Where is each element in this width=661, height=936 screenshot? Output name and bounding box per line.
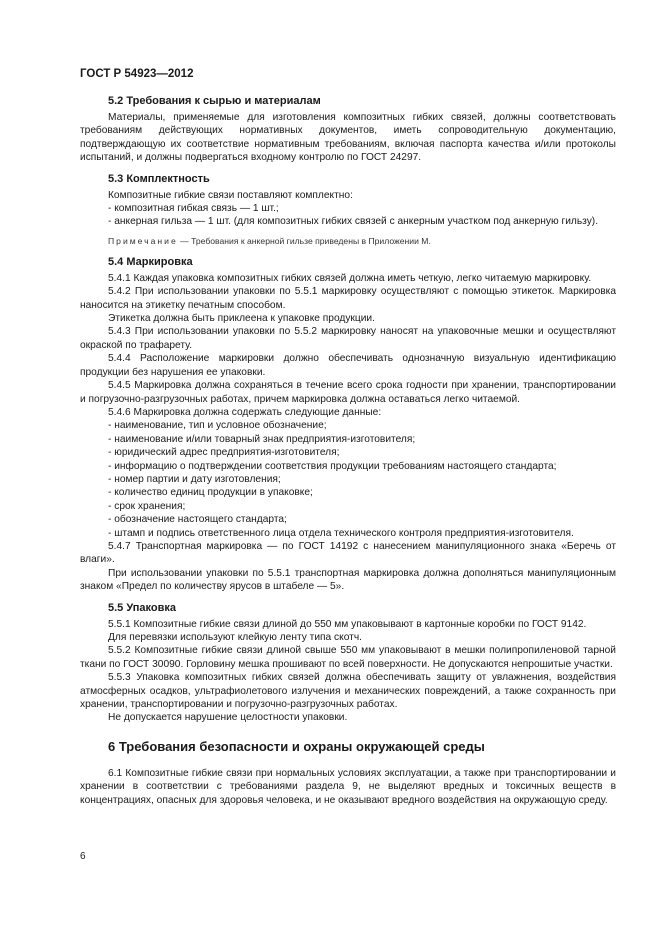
list-item: - наименование и/или товарный знак предприятия-изготовителя; bbox=[108, 433, 416, 445]
section-5-5-title: 5.5 Упаковка bbox=[108, 601, 176, 614]
paragraph-6-1: 6.1 Композитные гибкие связи при нормальных условиях эксплуатации, а также при транспортировании и хранении в соответствии с требованиями раздела 9, не выделяют вредных и токсичных веществ в концентрациях, опасных для здоровья человека, и не оказывают вредного воздействия на окружающую среду. bbox=[80, 767, 616, 806]
list-item: - количество единиц продукции в упаковке; bbox=[108, 487, 313, 499]
section-5-3-title: 5.3 Комплектность bbox=[108, 172, 210, 185]
paragraph-5-4-7: 5.4.7 Транспортная маркировка — по ГОСТ 14192 с нанесением манипуляционного знака «Беречь от влаги». bbox=[80, 540, 616, 566]
section-5-4-title: 5.4 Маркировка bbox=[108, 255, 193, 268]
paragraph-5-4-7-b: При использовании упаковки по 5.5.1 транспортная маркировка должна дополняться манипуляционным знаком «Предел по количеству ярусов в штабеле — 5». bbox=[80, 567, 616, 593]
list-item: - юридический адрес предприятия-изготовителя; bbox=[108, 447, 340, 459]
document-header: ГОСТ Р 54923—2012 bbox=[80, 68, 194, 80]
paragraph-5-4-2-b: Этикетка должна быть приклеена к упаковке продукции. bbox=[108, 313, 375, 325]
section-5-2-title: 5.2 Требования к сырью и материалам bbox=[108, 95, 321, 107]
paragraph-5-5-3: 5.5.3 Упаковка композитных гибких связей должна обеспечивать защиту от увлажнения, воздействия атмосферных осадков, ультрафиолетового излучения и механических повреждений, а также сохранность при хранении, транспортировании и погрузочно-разгрузочных работах. bbox=[80, 672, 616, 711]
paragraph-5-5-1-b: Для перевязки используют клейкую ленту типа скотч. bbox=[108, 632, 362, 643]
list-item: - штамп и подпись ответственного лица отдела технического контроля предприятия-изготовителя. bbox=[108, 527, 574, 539]
note bbox=[108, 235, 616, 247]
note-label: Примечание bbox=[108, 235, 178, 246]
list-item: - анкерная гильза — 1 шт. (для композитных гибких связей с анкерным участком под анкерную гильзу). bbox=[108, 216, 599, 228]
paragraph-5-5-3-b: Не допускается нарушение целостности упаковки. bbox=[108, 712, 348, 724]
list-item: - композитная гибкая связь — 1 шт.; bbox=[108, 203, 279, 215]
section-5-3-paragraph: Композитные гибкие связи поставляют комплектно: bbox=[108, 189, 353, 201]
section-5-2-paragraph: Материалы, применяемые для изготовления композитных гибких связей, должны соответствовать требованиям действующих нормативных документов, иметь сопроводительную документацию, подтверждающую их соответствие нормативным требованиям, включая паспорта качества и/или протоколы испытаний, и должны подвергаться входному контролю по ГОСТ 24297. bbox=[80, 112, 616, 164]
paragraph-5-5-1: 5.5.1 Композитные гибкие связи длиной до 550 мм упаковывают в картонные коробки по ГОСТ 9142. bbox=[108, 618, 587, 630]
paragraph-5-4-1: 5.4.1 Каждая упаковка композитных гибких связей должна иметь четкую, легко читаемую маркировку. bbox=[108, 272, 592, 284]
paragraph-5-4-5: 5.4.5 Маркировка должна сохраняться в течение всего срока годности при хранении, транспортировании и погрузочно-разгрузочных работах, причем маркировка должна оставаться легко читаемой. bbox=[80, 380, 616, 405]
list-item: - обозначение настоящего стандарта; bbox=[108, 514, 287, 526]
document-body bbox=[80, 94, 616, 807]
list-item: - номер партии и дату изготовления; bbox=[108, 473, 281, 485]
list-item: - срок хранения; bbox=[108, 500, 186, 512]
paragraph-5-4-2: 5.4.2 При использовании упаковки по 5.5.1 маркировку осуществляют с помощью этикеток. Маркировка наносится на этикетку печатным способом. bbox=[80, 286, 616, 311]
paragraph-5-5-2: 5.5.2 Композитные гибкие связи длиной свыше 550 мм упаковывают в мешки полипропиленовой тарной ткани по ГОСТ 30090. Горловину мешка прошивают по всей поверхности. Не допускаются непрошитые участки. bbox=[80, 645, 616, 670]
paragraph-5-4-3: 5.4.3 При использовании упаковки по 5.5.2 маркировку наносят на упаковочные мешки и осуществляют окраской по трафарету. bbox=[80, 326, 616, 351]
paragraph-5-4-4: 5.4.4 Расположение маркировки должно обеспечивать однозначную визуальную идентификацию продукции без нарушения ее упаковки. bbox=[80, 353, 616, 378]
list-item: - информацию о подтверждении соответствия продукции требованиям настоящего стандарта; bbox=[108, 460, 557, 472]
section-6-title: 6 Требования безопасности и охраны окружающей среды bbox=[108, 738, 485, 754]
paragraph-5-4-6: 5.4.6 Маркировка должна содержать следующие данные: bbox=[108, 406, 382, 418]
list-item: - наименование, тип и условное обозначение; bbox=[108, 420, 327, 432]
note-text: — Требования к анкерной гильзе приведены в Приложении М. bbox=[177, 235, 431, 246]
page-number: 6 bbox=[80, 851, 86, 862]
